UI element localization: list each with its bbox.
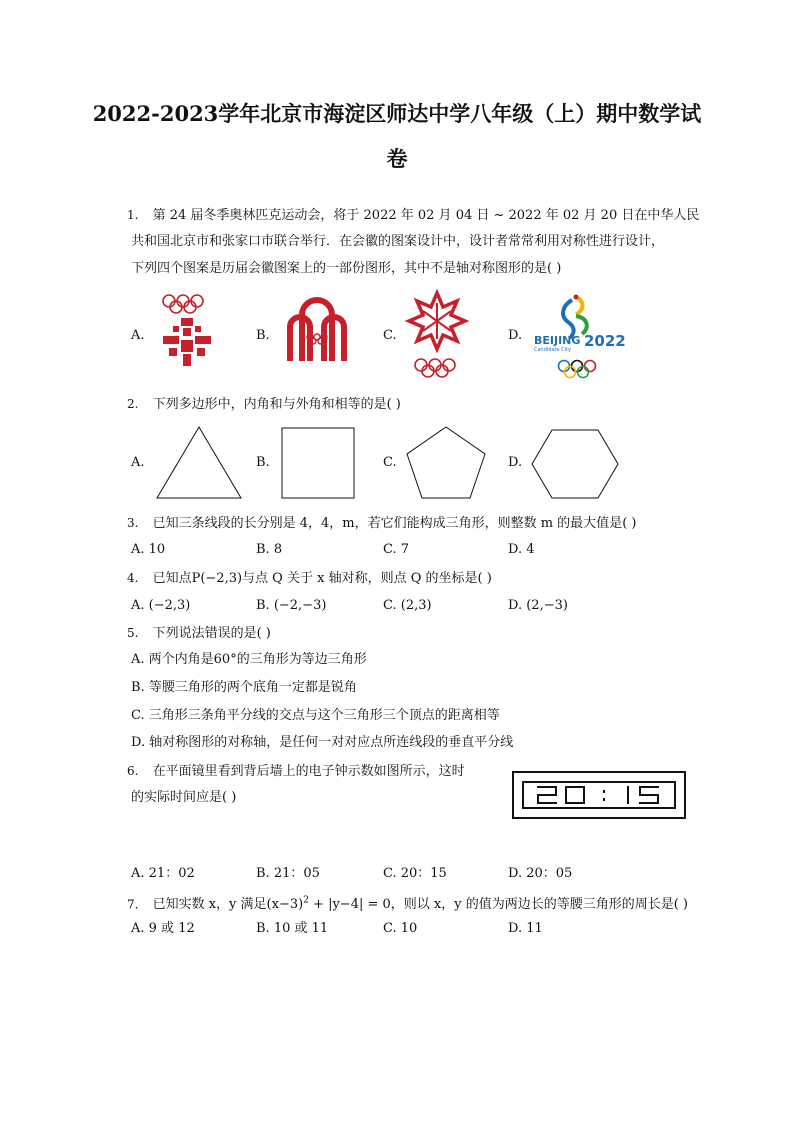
emblem-a-image	[155, 292, 219, 368]
clock-digits	[524, 783, 674, 807]
option-c: C. 10	[383, 921, 418, 936]
pentagon-shape	[404, 425, 488, 501]
option-c: C. (2,3)	[383, 598, 432, 613]
question-number: 5.	[127, 626, 139, 640]
option-d: D. 20：05	[508, 866, 573, 881]
question-text	[153, 897, 688, 912]
question-5	[127, 624, 271, 643]
question-text: 已知点P(−2,3)与点 Q 关于 x 轴对称，则点 Q 的坐标是( )	[152, 571, 492, 586]
question-number: 6.	[127, 764, 139, 778]
option-c: C. 7	[383, 542, 410, 557]
option-c-label: C.	[383, 455, 397, 470]
option-b: B. 等腰三角形的两个底角一定都是锐角	[131, 680, 357, 695]
triangle-shape	[154, 425, 244, 501]
option-d-label: D.	[508, 455, 523, 470]
page-title-continued: 卷	[386, 146, 408, 171]
option-b-label: B.	[256, 455, 270, 470]
option-a: A. 10	[131, 542, 166, 557]
question-text: 已知三条线段的长分别是 4，4，m，若它们能构成三角形，则整数 m 的最大值是( )	[152, 516, 637, 531]
option-a: A. 9 或 12	[131, 921, 195, 936]
emblem-d-image	[532, 294, 624, 380]
question-2	[127, 395, 401, 414]
option-d-label: D.	[508, 328, 523, 343]
option-a: A. 两个内角是60°的三角形为等边三角形	[131, 652, 367, 667]
question-7	[127, 892, 688, 914]
option-a-label: A.	[131, 328, 145, 343]
question-6-line-2: 的实际时间应是( )	[131, 790, 237, 805]
question-number: 2.	[127, 397, 139, 411]
emblem-c-image	[403, 289, 471, 381]
question-3	[127, 514, 636, 533]
option-b: B. 10 或 11	[256, 921, 329, 936]
question-text-pre: 已知实数 x，y 满足(x−3)	[152, 897, 304, 913]
clock-display	[522, 781, 676, 809]
question-1-line-2: 共和国北京市和张家口市联合举行．在会徽的图案设计中，设计者常常利用对称性进行设计，	[131, 234, 665, 249]
question-1-line-3: 下列四个图案是历届会徽图案上的一部份图形，其中不是轴对称图形的是( )	[131, 261, 562, 276]
emblem-b-image	[280, 297, 354, 367]
question-4	[127, 569, 492, 588]
option-b: B. (−2,−3)	[256, 598, 327, 613]
question-number: 7.	[127, 897, 139, 912]
option-a: A. 21：02	[131, 866, 195, 881]
emblem-d-subtitle: Candidate City	[534, 347, 571, 353]
option-d: D. 轴对称图形的对称轴，是任何一对对应点所连线段的垂直平分线	[131, 735, 514, 750]
option-d: D. 11	[508, 921, 543, 936]
exponent: 2	[303, 896, 309, 906]
question-text: 下列多边形中，内角和与外角和相等的是( )	[152, 397, 401, 412]
question-number: 1.	[127, 208, 139, 222]
question-text: 在平面镜里看到背后墙上的电子钟示数如图所示，这时	[152, 764, 465, 779]
emblem-d-wordmark: BEIJING	[534, 334, 581, 347]
emblem-d-year: 2022	[584, 332, 626, 350]
option-c: C. 20：15	[383, 866, 447, 881]
hexagon-shape	[530, 428, 620, 500]
question-1	[127, 206, 699, 225]
question-text: 第 24 届冬季奥林匹克运动会，将于 2022 年 02 月 04 日 ~ 2022 年 02 月 20 日在中华人民	[152, 208, 700, 223]
question-6	[127, 762, 465, 781]
option-b: B. 21：05	[256, 866, 320, 881]
option-c: C. 三角形三条角平分线的交点与这个三角形三个顶点的距离相等	[131, 708, 500, 723]
option-b-label: B.	[256, 328, 270, 343]
mirror-clock-figure	[512, 771, 686, 819]
square-shape	[280, 426, 356, 500]
question-number: 4.	[127, 571, 139, 585]
question-text: 下列说法错误的是( )	[152, 626, 271, 641]
option-d: D. 4	[508, 542, 535, 557]
option-c-label: C.	[383, 328, 397, 343]
page-title: 2022-2023学年北京市海淀区师达中学八年级（上）期中数学试	[92, 101, 702, 126]
option-a: A. (−2,3)	[131, 598, 191, 613]
option-b: B. 8	[256, 542, 283, 557]
option-d: D. (2,−3)	[508, 598, 568, 613]
question-number: 3.	[127, 516, 139, 530]
option-a-label: A.	[131, 455, 145, 470]
question-text-post: + |y−4| = 0，则以 x，y 的值为两边长的等腰三角形的周长是( )	[308, 897, 688, 913]
